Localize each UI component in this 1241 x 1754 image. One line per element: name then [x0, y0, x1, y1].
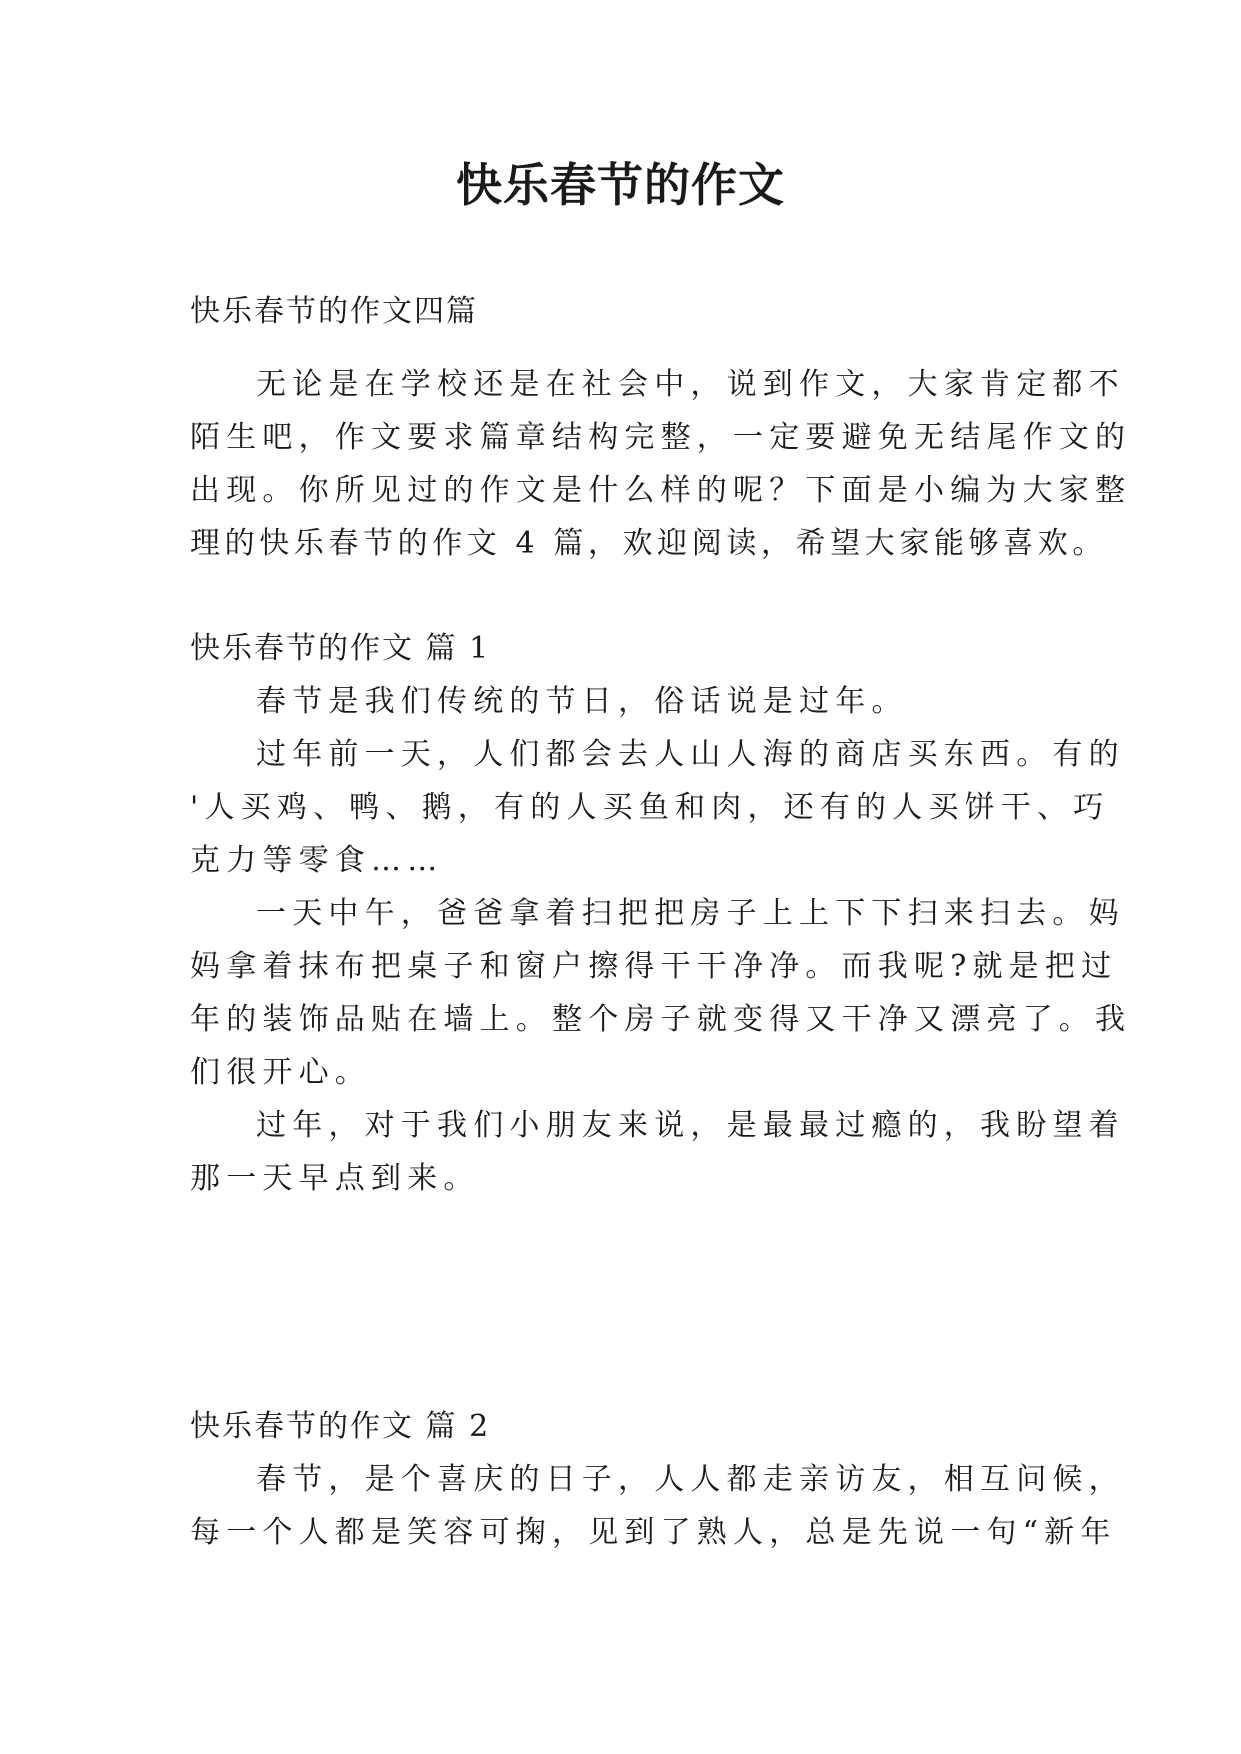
paragraph-line: 过年前一天，人们都会去人山人海的商店买东西。有的 [256, 737, 1125, 772]
paragraph-line: 出现。你所见过的作文是什么样的呢？下面是小编为大家整 [190, 473, 1132, 508]
paragraph-line: 那一天早点到来。 [190, 1161, 480, 1196]
essay-section-1 [190, 622, 1132, 1205]
paragraph-line: 春节是我们传统的节日，俗话说是过年。 [256, 684, 908, 719]
document-title: 快乐春节的作文 [456, 158, 785, 212]
paragraph-line: 年的装饰品贴在墙上。整个房子就变得又干净又漂亮了。我 [190, 1002, 1132, 1037]
paragraph-line: 无论是在学校还是在社会中，说到作文，大家肯定都不 [256, 367, 1125, 402]
paragraph-line: 过年，对于我们小朋友来说，是最最过瘾的，我盼望着 [256, 1108, 1125, 1143]
document-subtitle: 快乐春节的作文四篇 [190, 294, 478, 329]
section-heading: 快乐春节的作文 篇 1 [190, 631, 491, 666]
intro-paragraph [190, 358, 1132, 570]
paragraph-line: 克力等零食…… [190, 843, 444, 878]
paragraph-line: 妈拿着抹布把桌子和窗户擦得干干净净。而我呢?就是把过 [190, 949, 1118, 984]
paragraph-line: 每一个人都是笑容可掬，见到了熟人，总是先说一句“新年 [190, 1515, 1117, 1550]
section-heading: 快乐春节的作文 篇 2 [190, 1409, 491, 1444]
paragraph-line: '人买鸡、鸭、鹅，有的人买鱼和肉，还有的人买饼干、巧 [190, 790, 1110, 825]
paragraph-line: 陌生吧，作文要求篇章结构完整，一定要避免无结尾作文的 [190, 420, 1132, 455]
paragraph-line: 春节，是个喜庆的日子，人人都走亲访友，相互问候， [256, 1462, 1125, 1497]
paragraph-line: 理的快乐春节的作文 4 篇，欢迎阅读，希望大家能够喜欢。 [190, 526, 1107, 561]
paragraph-line: 们很开心。 [190, 1055, 371, 1090]
paragraph-line: 一天中午，爸爸拿着扫把把房子上上下下扫来扫去。妈 [256, 896, 1125, 931]
essay-section-2 [190, 1400, 1125, 1559]
